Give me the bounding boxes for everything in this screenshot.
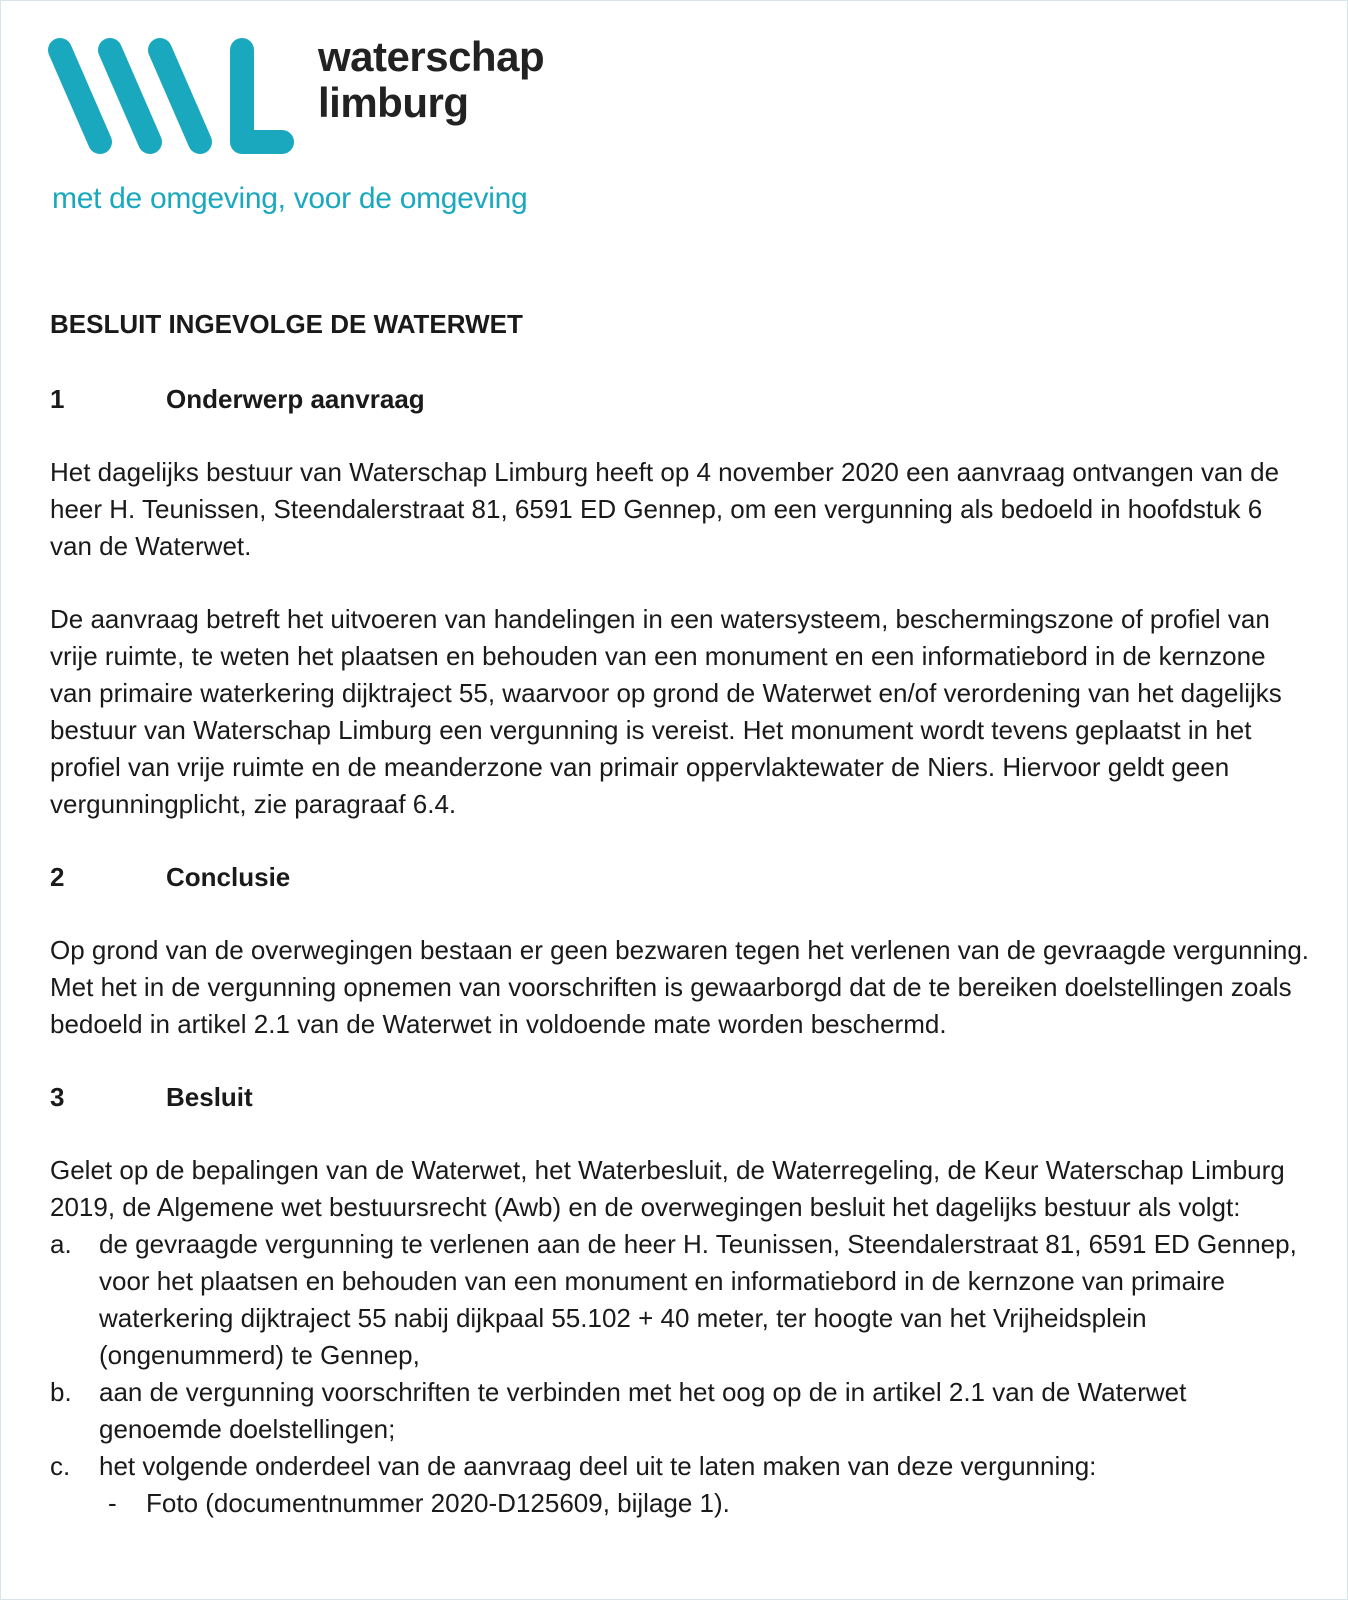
brand-name xyxy=(318,34,544,126)
section-heading xyxy=(50,1079,1310,1116)
section-title: Conclusie xyxy=(166,862,291,892)
document-title: BESLUIT INGEVOLGE DE WATERWET xyxy=(50,309,523,339)
brand-line-2: limburg xyxy=(318,79,469,126)
section-title: Onderwerp aanvraag xyxy=(166,384,425,414)
section-heading xyxy=(50,859,1310,896)
list-marker: b. xyxy=(50,1377,72,1407)
section-number: 3 xyxy=(50,1082,65,1112)
section-title: Besluit xyxy=(166,1082,253,1112)
section-number: 1 xyxy=(50,384,65,414)
sub-list-item xyxy=(50,1485,1310,1522)
waterschap-limburg-logo-icon xyxy=(48,38,298,156)
list-item-text: de gevraagde vergunning te verlenen aan de heer H. Teunissen, Steendalerstraat 81, 6591 ED Gennep, voor het plaatsen en behouden van een monument en informatiebord in de kernzone van primaire waterkering dijktraject 55 nabij dijkpaal 55.102 + 40 meter, ter hoogte van het Vrijheidsplein (ongenummerd) te Gennep, xyxy=(99,1229,1297,1370)
paragraph: De aanvraag betreft het uitvoeren van handelingen in een watersysteem, beschermingszone of profiel van vrije ruimte, te weten het plaatsen en behouden van een monument en een informatiebord in de kernzone van primaire waterkering dijktraject 55, waarvoor op grond de Waterwet en/of verordening van het dagelijks bestuur van Waterschap Limburg een vergunning is vereist. Het monument wordt tevens geplaatst in het profiel van vrije ruimte en de meanderzone van primair oppervlaktewater de Niers. Hiervoor geldt geen vergunningplicht, zie paragraaf 6.4. xyxy=(50,604,1282,819)
document-body xyxy=(50,306,1310,1522)
list-item-text: aan de vergunning voorschriften te verbinden met het oog op de in artikel 2.1 van de Waterwet genoemde doelstellingen; xyxy=(99,1377,1187,1444)
tagline: met de omgeving, voor de omgeving xyxy=(52,182,528,215)
list-item xyxy=(50,1448,1310,1485)
decision-intro: Gelet op de bepalingen van de Waterwet, het Waterbesluit, de Waterregeling, de Keur Waterschap Limburg 2019, de Algemene wet bestuursrecht (Awb) en de overwegingen besluit het dagelijks bestuur als volgt: xyxy=(50,1155,1285,1222)
list-item xyxy=(50,1226,1310,1374)
list-item-text: het volgende onderdeel van de aanvraag deel uit te laten maken van deze vergunning: xyxy=(99,1451,1097,1481)
decision-list xyxy=(50,1226,1310,1485)
section-heading xyxy=(50,381,1310,418)
paragraph: Op grond van de overwegingen bestaan er geen bezwaren tegen het verlenen van de gevraagde vergunning. Met het in de vergunning opnemen van voorschriften is gewaarborgd dat de te bereiken doelstellingen zoals bedoeld in artikel 2.1 van de Waterwet in voldoende mate worden beschermd. xyxy=(50,935,1310,1039)
section-number: 2 xyxy=(50,862,65,892)
list-marker: c. xyxy=(50,1451,71,1481)
brand-line-1: waterschap xyxy=(318,33,545,80)
list-item xyxy=(50,1374,1310,1448)
list-marker: a. xyxy=(50,1229,72,1259)
sub-list-text: Foto (documentnummer 2020-D125609, bijlage 1). xyxy=(146,1488,730,1518)
paragraph: Het dagelijks bestuur van Waterschap Limburg heeft op 4 november 2020 een aanvraag ontvangen van de heer H. Teunissen, Steendalerstraat 81, 6591 ED Gennep, om een vergunning als bedoeld in hoofdstuk 6 van de Waterwet. xyxy=(50,457,1280,561)
sub-list-marker: - xyxy=(108,1488,117,1518)
